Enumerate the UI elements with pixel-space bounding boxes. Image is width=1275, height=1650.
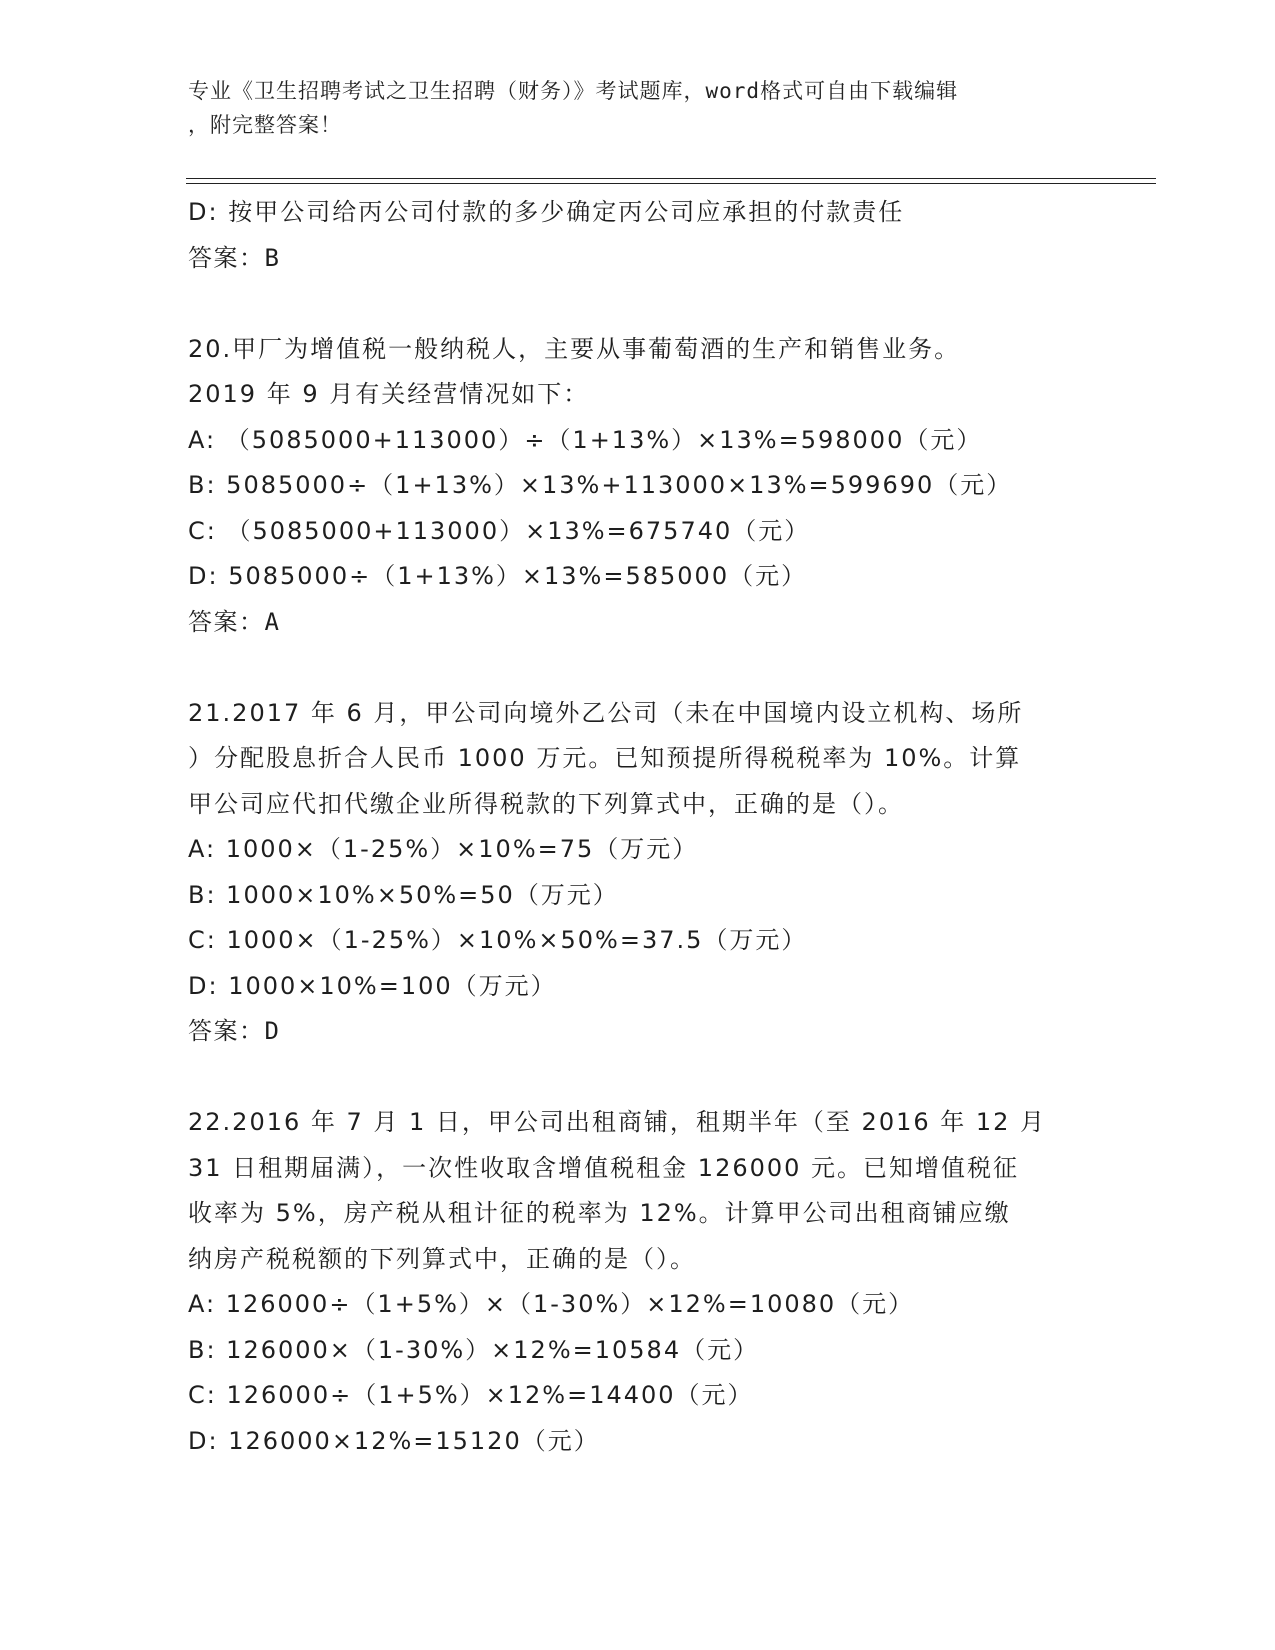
question-stem-line: 纳房产税税额的下列算式中，正确的是（）。 [188, 1244, 696, 1273]
spacer [188, 645, 1108, 691]
option-a: A: 126000÷（1+5%）×（1-30%）×12%=10080（元） [188, 1290, 915, 1318]
option-b: B: 126000×（1-30%）×12%=10584（元） [188, 1335, 760, 1364]
answer: 答案：B [188, 243, 281, 272]
option-d: D: 1000×10%=100（万元） [188, 971, 557, 1000]
option-b: B: 1000×10%×50%=50（万元） [188, 880, 619, 909]
question-stem-line: 甲公司应代扣代缴企业所得税款的下列算式中，正确的是（）。 [188, 789, 904, 818]
option-d: D: 5085000÷（1+13%）×13%=585000（元） [188, 562, 808, 590]
option-c: C: 126000÷（1+5%）×12%=14400（元） [188, 1381, 754, 1409]
option-b: B: 5085000÷（1+13%）×13%+113000×13%=599690（元） [188, 471, 1013, 499]
page-header [188, 74, 1088, 142]
option-c: C: （5085000+113000）×13%=675740（元） [188, 516, 811, 545]
spacer [188, 281, 1108, 327]
question-21 [188, 691, 1108, 1055]
header-line-2: ，附完整答案！ [188, 113, 342, 137]
option-d: D: 按甲公司给丙公司付款的多少确定丙公司应承担的付款责任 [188, 198, 905, 226]
header-divider-bottom [186, 183, 1156, 184]
question-stem-line: 收率为 5%，房产税从租计征的税率为 12%。计算甲公司出租商铺应缴 [188, 1199, 1011, 1227]
question-20 [188, 327, 1108, 646]
question-stem-line: ）分配股息折合人民币 1000 万元。已知预提所得税税率为 10%。计算 [188, 744, 1022, 772]
question-stem-line: 22.2016 年 7 月 1 日，甲公司出租商铺，租期半年（至 2016 年 12 月 [188, 1108, 1047, 1136]
option-d: D: 126000×12%=15120（元） [188, 1426, 600, 1455]
answer: 答案：A [188, 607, 281, 636]
header-divider-top [186, 178, 1156, 179]
header-line-1: 专业《卫生招聘考试之卫生招聘（财务）》考试题库，word格式可自由下载编辑 [188, 79, 959, 103]
question-stem-line: 31 日租期届满），一次性收取含增值税租金 126000 元。已知增值税征 [188, 1153, 1020, 1182]
answer: 答案：D [188, 1017, 281, 1045]
question-list [188, 190, 1108, 1464]
question-19-tail [188, 190, 1108, 281]
option-a: A: 1000×（1-25%）×10%=75（万元） [188, 835, 699, 863]
option-a: A: （5085000+113000）÷（1+13%）×13%=598000（元） [188, 425, 983, 454]
question-stem-line: 2019 年 9 月有关经营情况如下： [188, 380, 590, 408]
option-c: C: 1000×（1-25%）×10%×50%=37.5（万元） [188, 926, 808, 954]
question-22 [188, 1100, 1108, 1464]
question-stem-line: 20.甲厂为增值税一般纳税人，主要从事葡萄酒的生产和销售业务。 [188, 334, 961, 363]
spacer [188, 1055, 1108, 1101]
question-stem-line: 21.2017 年 6 月，甲公司向境外乙公司（未在中国境内设立机构、场所 [188, 698, 1024, 727]
